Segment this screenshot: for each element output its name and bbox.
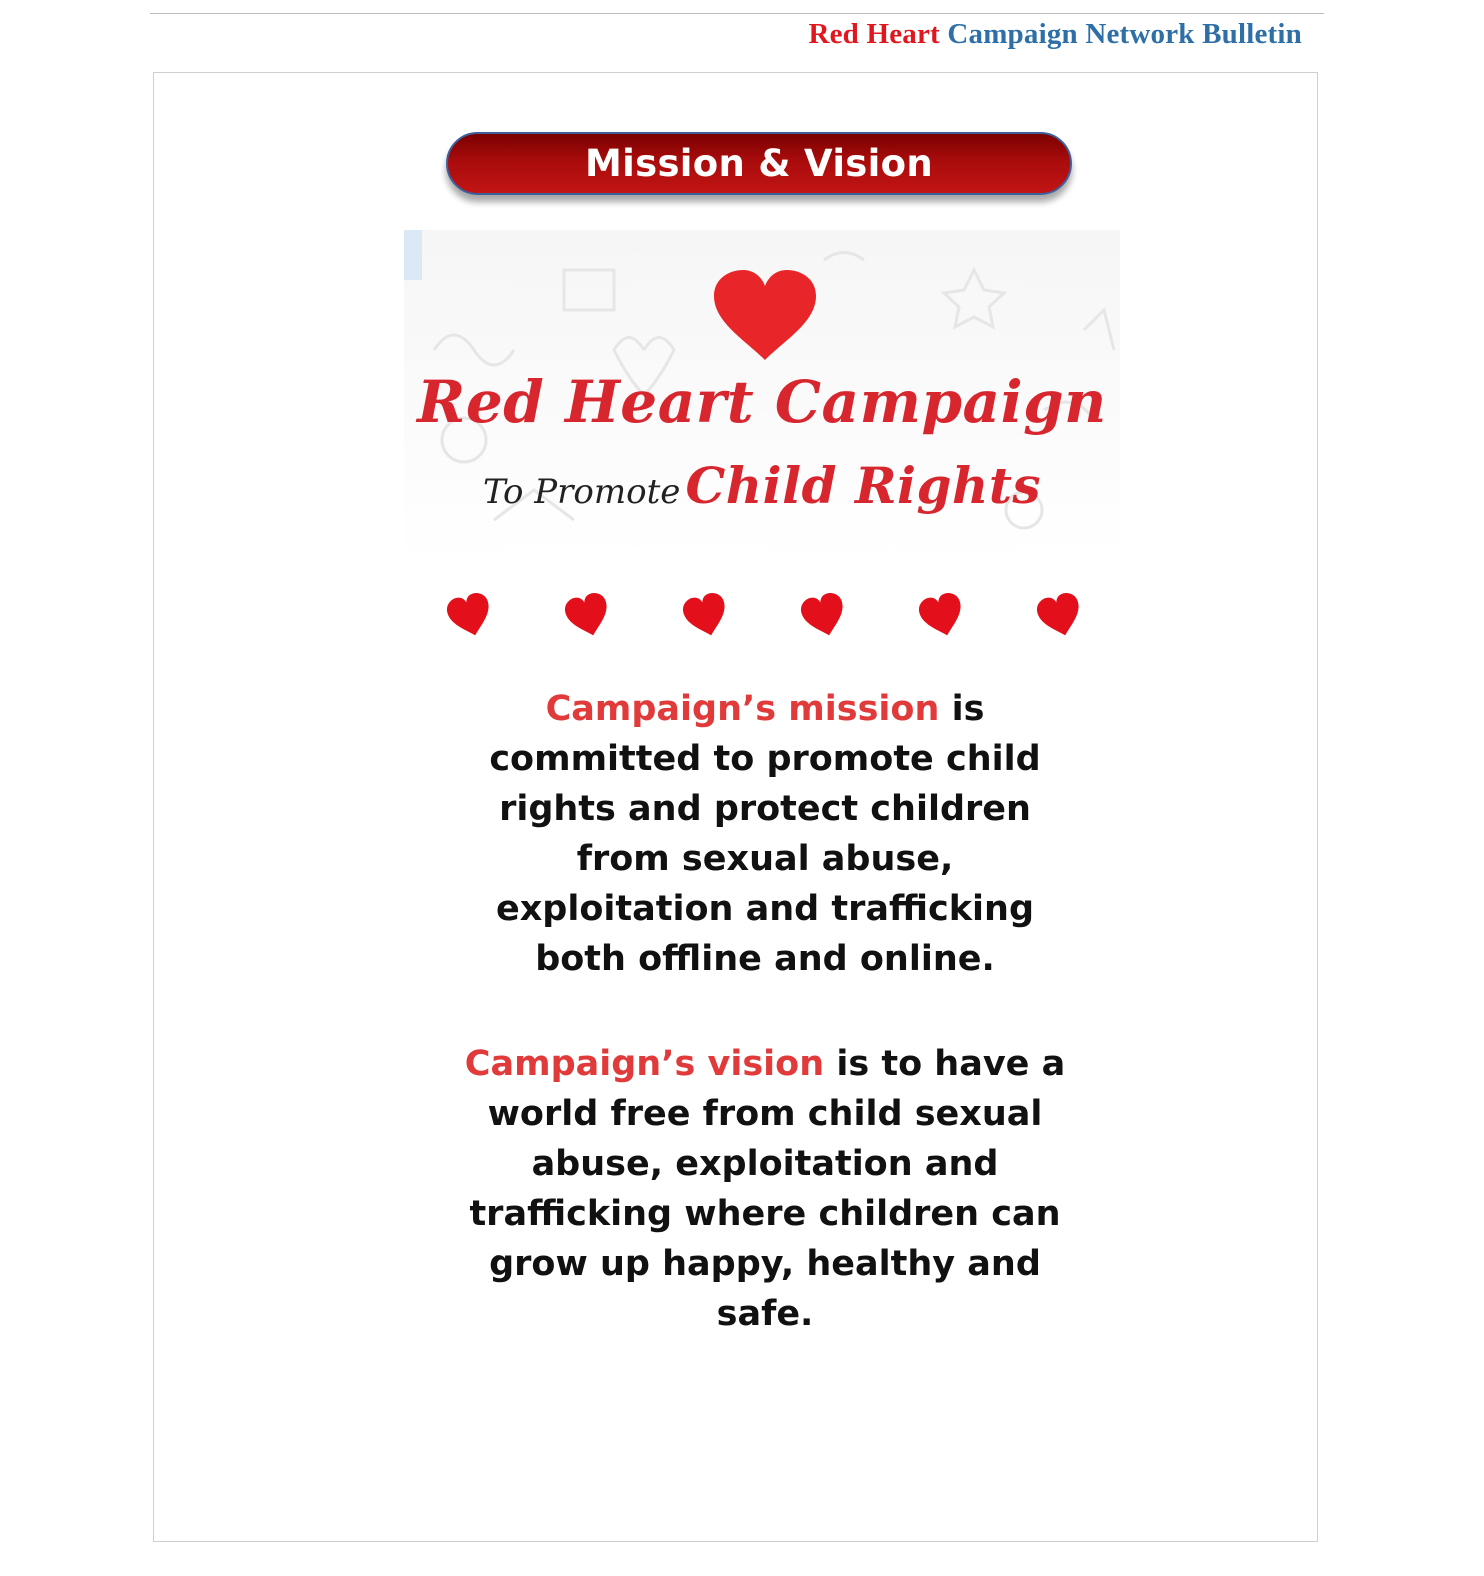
mission-line: committed to promote child — [489, 739, 1041, 779]
small-heart-shape — [800, 592, 848, 640]
mission-first-line-rest: is — [939, 689, 985, 729]
vision-line: abuse, exploitation and — [531, 1144, 999, 1184]
small-heart-shape — [564, 592, 612, 640]
vision-highlight: Campaign’s vision — [464, 1044, 825, 1084]
banner-label: Mission & Vision — [585, 142, 933, 185]
mission-highlight: Campaign’s mission — [545, 689, 940, 729]
logo-heart-icon — [710, 268, 820, 364]
logo-subtitle — [404, 456, 1120, 515]
top-rule — [150, 13, 1324, 14]
vision-line: grow up happy, healthy and — [489, 1244, 1041, 1284]
vision-first-line-rest: is to have a — [824, 1044, 1066, 1084]
header-title-red: Red Heart — [808, 18, 940, 50]
vision-first-line — [420, 1039, 1110, 1089]
logo-heart-shape — [714, 270, 816, 360]
vision-statement — [420, 1039, 1110, 1339]
logo-title: Red Heart Campaign — [417, 368, 1107, 436]
logo-subtitle-small: To Promote — [482, 472, 681, 512]
mission-statement — [420, 684, 1110, 984]
hearts-row — [440, 592, 1090, 642]
small-heart-icon — [1036, 592, 1084, 640]
small-heart-icon — [564, 592, 612, 640]
running-header — [808, 18, 1302, 51]
header-title-blue: Campaign Network Bulletin — [947, 18, 1302, 50]
small-heart-icon — [682, 592, 730, 640]
small-heart-icon — [446, 592, 494, 640]
small-heart-shape — [446, 592, 494, 640]
logo-subtitle-big: Child Rights — [685, 456, 1042, 515]
small-heart-shape — [682, 592, 730, 640]
vision-line: trafficking where children can — [469, 1194, 1061, 1234]
mission-line: rights and protect children — [499, 789, 1031, 829]
mission-first-line — [420, 684, 1110, 734]
vision-line: world free from child sexual — [487, 1094, 1043, 1134]
small-heart-shape — [1036, 592, 1084, 640]
mission-line: from sexual abuse, — [576, 839, 954, 879]
small-heart-shape — [918, 592, 966, 640]
mission-vision-banner — [446, 132, 1072, 195]
vision-line: safe. — [716, 1294, 814, 1334]
mission-line: exploitation and trafficking — [495, 889, 1035, 929]
small-heart-icon — [800, 592, 848, 640]
mission-line: both offline and online. — [535, 939, 995, 979]
small-heart-icon — [918, 592, 966, 640]
